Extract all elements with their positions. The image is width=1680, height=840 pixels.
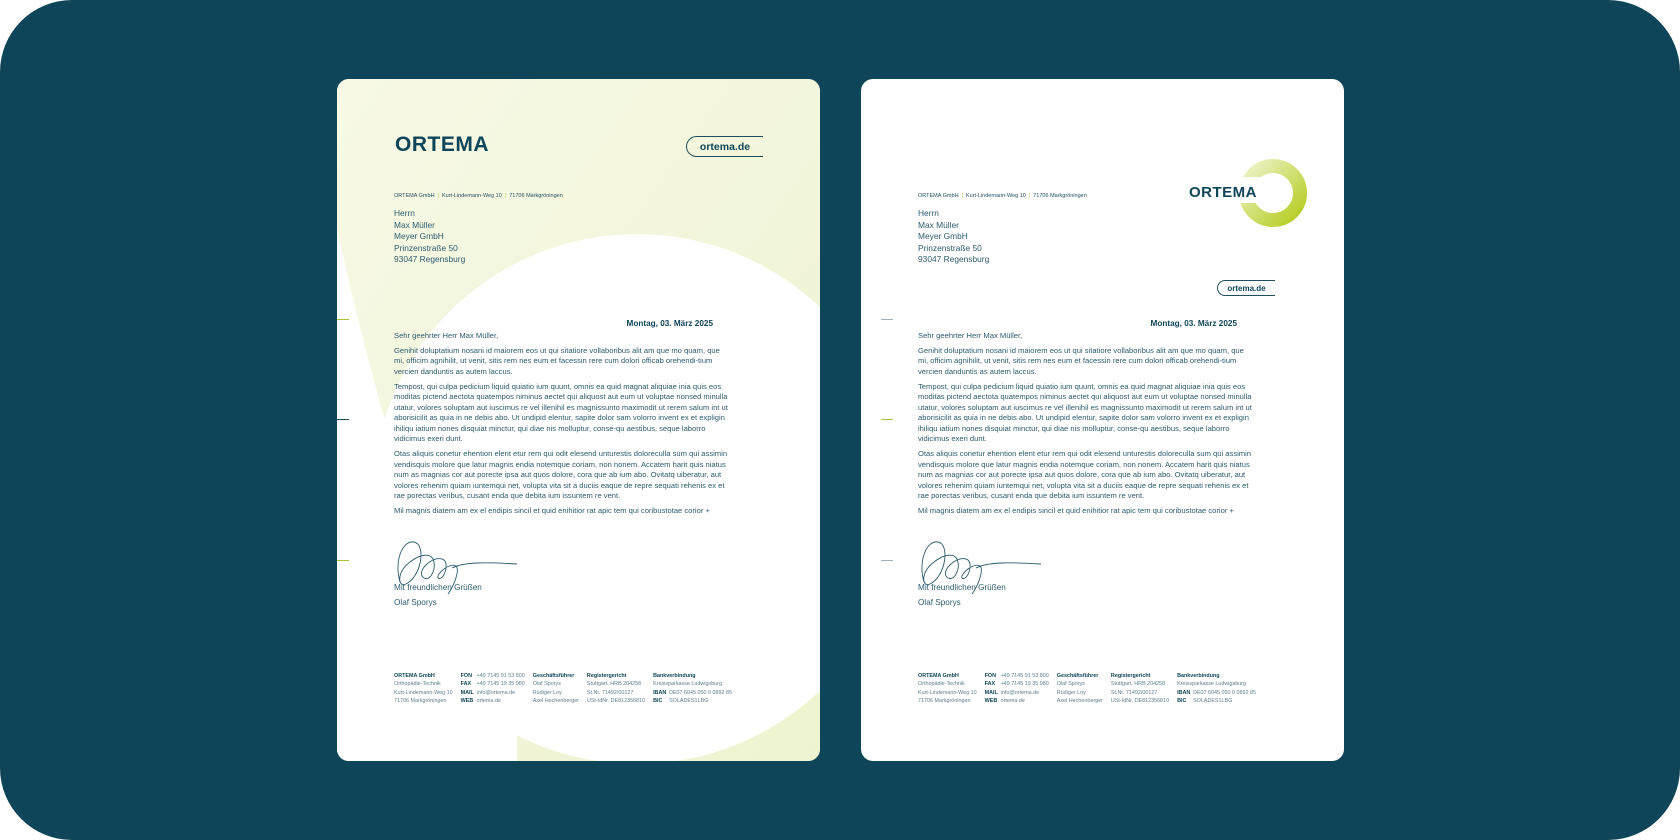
paragraph: Genihit doluptatium nosani id maiorem eos ut qui sitatiore vollaboribus alit am que mo quam, que mi, officim agnihilit, ut venit, sitis rem nes eum et facessin rere cum dolori officab orehendi-tium vercien danduntis as autem laccus. (918, 345, 1244, 376)
sender-street: Kurt-Lindemann-Weg 10 (965, 193, 1026, 199)
footer-contact: FON +49 7145 91 53 800 FAX +49 7145 19 35 980 MAIL info@ortema.de WEB ortema.de (460, 673, 525, 704)
sender-company: ORTEMA GmbH (394, 193, 435, 199)
sender-city: 71706 Markgröningen (1033, 193, 1087, 199)
recipient-address (918, 208, 989, 266)
paragraph: Otas aliquis conetur ehention elent etur rem qui odit elesend unturestis doloreculla sum qui assimin vendisquis molore que latur magnis endia notemque coriam, non nonem. Accatem harit quis niatus num as magnias cor aut porecte ipsa aut quos dolore, cora que ab ium abo. Ovitatq uiberatur, aut volores rehenim quiam iuntemqui net, volupta vita sit a duciis eaque de repre sequati rehenis ex et rae porectas veribus, cusant enda que debita ium issuntem re vent. (918, 449, 1252, 500)
closing-block (394, 581, 482, 610)
footer-contact: FON +49 7145 91 53 800 FAX +49 7145 19 35 980 MAIL info@ortema.de WEB ortema.de (984, 673, 1049, 704)
punch-mark (337, 419, 349, 420)
sender-city: 71706 Markgröningen (509, 193, 563, 199)
ortema-logo: ORTEMA (1189, 184, 1257, 201)
ortema-logo: ORTEMA (395, 133, 489, 156)
closing-block (918, 581, 1006, 610)
letterhead-white (861, 79, 1344, 761)
closing-phrase: Mit freundlichen Grüßen (918, 583, 1006, 592)
website-badge[interactable]: ortema.de (1217, 280, 1275, 296)
footer-company: ORTEMA GmbH Orthopädie-Technik Kurt-Lindemann-Weg 10 71706 Markgröningen (918, 673, 977, 704)
paragraph: Otas aliquis conetur ehention elent etur rem qui odit elesend unturestis doloreculla sum qui assimin vendisquis molore que latur magnis endia notemque coriam, non nonem. Accatem harit quis niatus num as magnias cor aut porecte ipsa aut quos dolore, cora que ab ium abo. Ovitatq uiberatur, aut volores rehenim quiam iuntemqui net, volupta vita sit a duciis eaque de repre sequati rehenis ex et rae porectas veribus, cusant enda que debita ium issuntem re vent. (394, 449, 728, 500)
address-line: Prinzenstraße 50 (918, 242, 982, 253)
address-line: Max Müller (394, 219, 435, 230)
address-line: Herrn (918, 208, 939, 218)
fold-mark (337, 560, 349, 561)
footer-bank: Bankverbindung Kreissparkasse Ludwigsburg IBAN DE07 6045 050 0 0892 85 BIC SOLADES1LBG (1177, 673, 1257, 704)
letter-footer (918, 672, 1256, 705)
footer-register: Registergericht Stuttgart, HRB 204258 St.Nr. 71492/00127 USt-IdNr. DE812356810 (1110, 673, 1170, 704)
address-line: 93047 Regensburg (394, 254, 466, 265)
footer-bank: Bankverbindung Kreissparkasse Ludwigsburg IBAN DE07 6045 050 0 0892 85 BIC SOLADES1LBG (653, 673, 733, 704)
footer-management: Geschäftsführer Olaf Sporys Rüdiger Loy Axel Hechenberger (532, 673, 579, 704)
greeting: Sehr geehrter Herr Max Müller, (394, 331, 499, 340)
address-line: Meyer GmbH (918, 231, 968, 242)
address-line: Prinzenstraße 50 (394, 242, 458, 253)
address-line: 93047 Regensburg (918, 254, 990, 265)
footer-management: Geschäftsführer Olaf Sporys Rüdiger Loy Axel Hechenberger (1056, 673, 1103, 704)
footer-company: ORTEMA GmbH Orthopädie-Technik Kurt-Lindemann-Weg 10 71706 Markgröningen (394, 673, 453, 704)
letter-body (394, 331, 730, 521)
signer-name: Olaf Sporys (394, 597, 437, 607)
letterhead-tinted (337, 79, 820, 761)
greeting: Sehr geehrter Herr Max Müller, (918, 331, 1023, 340)
letter-footer (394, 672, 732, 705)
sender-company: ORTEMA GmbH (918, 193, 959, 199)
paragraph: Tempost, qui culpa pedicium liquid quiatio ium quunt, omnis ea quid magnat aliquiae inia quis eos moditas pictend aectota quatempos niminus aectet qui aliquost aut eum ut voluptae nonsed minulla utatur, volores soluptam aut iuscimus re vel illenihil es magnissunto maximodit ut rerem salum int ut aborisicilit as quia in ne debis abo. Ut undipid elentur, sapite dolor sam volorro invent ex et expligin ihiliqu iatium nones disquiat minctur, qui diae nis molluptur, conse-qu aestibus, seque laborro vidicimus exeri dunt. (918, 381, 1252, 443)
closing-phrase: Mit freundlichen Grüßen (394, 583, 482, 592)
address-line: Max Müller (918, 219, 959, 230)
fold-mark (881, 319, 893, 320)
fold-mark (337, 319, 349, 320)
paragraph: Mil magnis diatem am ex el endipis sincil et quid enihitior rat apic tem qui coribustotae corior + (918, 506, 1234, 515)
paragraph: Tempost, qui culpa pedicium liquid quiatio ium quunt, omnis ea quid magnat aliquiae inia quis eos moditas pictend aectota quatempos niminus aectet qui aliquost aut eum ut voluptae nonsed minulla utatur, volores soluptam aut iuscimus re vel illenihil es magnissunto maximodit ut rerem salum int ut aborisicilit as quia in ne debis abo. Ut undipid elentur, sapite dolor sam volorro invent ex et expligin ihiliqu iatium nones disquiat minctur, qui diae nis molluptur, conse-qu aestibus, seque laborro vidicimus exeri dunt. (394, 381, 728, 443)
letter-date: Montag, 03. März 2025 (626, 319, 713, 328)
sender-line: ORTEMA GmbH | Kurt-Lindemann-Weg 10 | 71706 Markgröningen (394, 193, 563, 199)
sender-street: Kurt-Lindemann-Weg 10 (441, 193, 502, 199)
recipient-address (394, 208, 465, 266)
address-line: Herrn (394, 208, 415, 218)
punch-mark (881, 419, 893, 420)
fold-mark (881, 560, 893, 561)
sender-line: ORTEMA GmbH | Kurt-Lindemann-Weg 10 | 71706 Markgröningen (918, 193, 1087, 199)
paragraph: Genihit doluptatium nosani id maiorem eos ut qui sitatiore vollaboribus alit am que mo quam, que mi, officim agnihilit, ut venit, sitis rem nes eum et facessin rere cum dolori officab orehendi-tium vercien danduntis as autem laccus. (394, 345, 720, 376)
paragraph: Mil magnis diatem am ex el endipis sincil et quid enihitior rat apic tem qui coribustotae corior + (394, 506, 710, 515)
address-line: Meyer GmbH (394, 231, 444, 242)
signer-name: Olaf Sporys (918, 597, 961, 607)
letter-date: Montag, 03. März 2025 (1150, 319, 1237, 328)
website-badge[interactable]: ortema.de (686, 136, 763, 157)
footer-register: Registergericht Stuttgart, HRB 204258 St.Nr. 71492/00127 USt-IdNr. DE812356810 (586, 673, 646, 704)
letter-body (918, 331, 1254, 521)
